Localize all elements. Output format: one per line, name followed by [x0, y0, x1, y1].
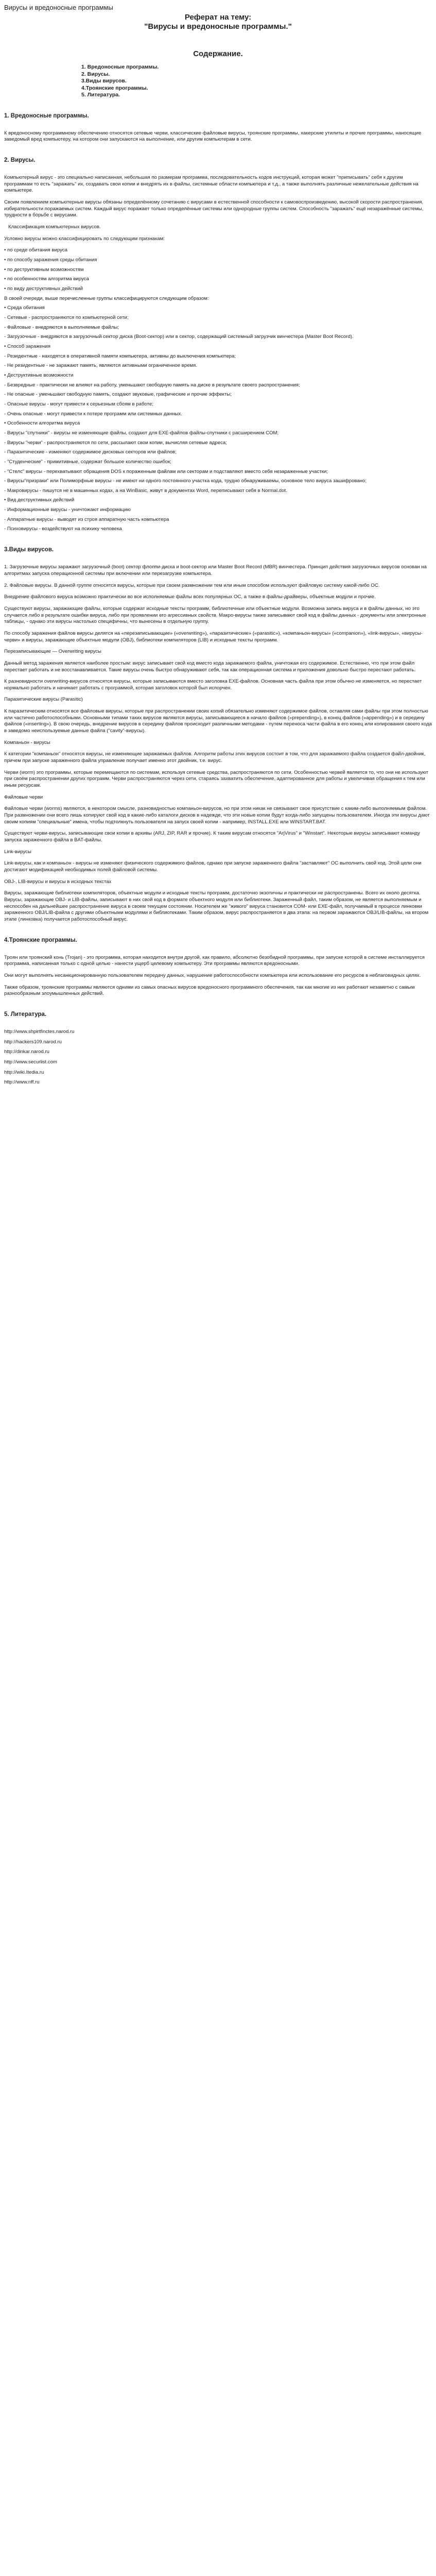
- toc-title: Содержание.: [193, 49, 243, 58]
- classification-line: - Не опасные - уменьшают свободную память, создают звуковые, графические и прочие эффекты;: [4, 392, 232, 398]
- classification-line: • Способ заражения: [4, 343, 50, 349]
- section-heading-viruses: 2. Вирусы.: [4, 157, 36, 163]
- virus-types-body: [4, 564, 432, 923]
- paragraph: 2. Файловые вирусы. В данной группе относятся вирусы, которые при своем размножении тем или иным способом используют файловую систему какой-либо ОС.: [4, 582, 380, 588]
- classification-line: • Вид деструктивных действий: [4, 497, 75, 503]
- classification-line: - Вирусы"призраки" или Полиморфные вирусы - не имеют ни одного постоянного участка кода, трудно обнаруживаемы, основное тело вируса зашифровано;: [4, 478, 367, 484]
- paragraph: Link-вирусы, как и компаньон - вирусы не изменяют физического содержимого файлов, однако при запуске зараженного файла "заставляют" ОС выполнить свой код. Этой цели они достигают модификацией необходимых полей файловой системы.: [4, 860, 422, 873]
- reference-link: http://wiki.Itedia.ru: [4, 1069, 44, 1075]
- classification-line: • по деструктивным возможностям: [4, 266, 84, 273]
- classification-line: - Опасные вирусы - могут привести к серьезным сбоям в работе;: [4, 401, 153, 407]
- classification-line: - Аппаратные вирусы - выводят из строя аппаратную часть компьютера: [4, 516, 169, 522]
- essay-title-line-2: "Вирусы и вредоносные программы.": [144, 22, 292, 31]
- toc-item: 2. Вирусы.: [81, 71, 110, 77]
- classification-line: • Деструктивные возможности: [4, 372, 74, 378]
- table-of-contents: [4, 49, 432, 99]
- section-heading-virus-types: 3.Виды вирусов.: [4, 547, 54, 553]
- reference-list: [4, 1029, 432, 1086]
- classification-line: - Вирусы "черви" - распространяются по сети, рассылают свои копии, вычисляя сетевые адреса;: [4, 439, 227, 446]
- section-heading-literature: 5. Литература.: [4, 1011, 47, 1018]
- paragraph: Вирусы, заражающие библиотеки компиляторов, объектные модули и исходные тексты программ, достаточно экзотичны и практически не распространены. Всего их около десятка. Вирусы, заражающие OBJ- и LIB-файлы, записывают в них свой код в формате объектного модуля или библиотеки. Зараженный файл, таким образом, не является выполняемым и неспособен на дальнейшее распространение вируса в своем текущем состоянии. Носителем же "живого" вируса становится COM- или EXE-файл, получаемый в процессе линковки зараженного OBJ/LIB-файла с другими объектными модулями и библиотеками. Таким образом, вирус распространяется в два этапа: на первом заражаются OBJ/LIB-файлы, на втором этапе (линковка) получается работоспособный вирус.: [4, 890, 429, 922]
- classification-line: - Вирусы "спутники" - вирусы не изменяющие файлы, создают для EXE-файлов файлы-спутники с расширением COM;: [4, 430, 279, 436]
- paragraph: Существуют вирусы, заражающие файлы, которые содержат исходные тексты программ, библиотечные или объектные модули. Возможна запись вируса и в файлы данных, но это случается либо в результате ошибки вируса, либо при проявлении его агрессивных свойств. Макро-вирусы также записывают свой код в файлы данных - документы или электронные таблицы, - однако эти вирусы настолько специфичны, что вынесены в отдельную группу.: [4, 605, 426, 625]
- toc-item: 4.Троянские программы.: [81, 84, 148, 91]
- classification-line: - Не резидентные - не заражают память, являются активными ограниченное время.: [4, 363, 197, 369]
- document-page: [0, 0, 436, 1100]
- paragraph: Черви (worm) это программы, которые перемещаются по системам, используя сетевые средства, распространяются по сети. Особенностью червей является то, что они не используют при своём распространении других программ. Черви распространяются через сети, стараясь захватить обеспечение, адаптированное для работы и увеличивая обращения к тем или иным ресурсам.: [4, 769, 429, 789]
- paragraph: Данный метод заражения является наиболее простым: вирус записывает свой код вместо кода заражаемого файла, уничтожая его содержимое. Естественно, что при этом файл перестает работать и не восстанавливается. Такие вирусы очень быстро обнаруживают себя, так как операционная система и приложения довольно быстро перестают работать.: [4, 660, 415, 673]
- reference-link: http://www.shpirtfinctes.narod.ru: [4, 1029, 75, 1035]
- reference-link: http://dinkar.narod.ru: [4, 1049, 49, 1055]
- classification-line: • по особенностям алгоритма вируса: [4, 276, 89, 282]
- reference-link: http://www.securlist.com: [4, 1059, 57, 1065]
- paragraph: Link-вирусы: [4, 849, 31, 855]
- paragraph: Файловые черви: [4, 794, 43, 800]
- classification-line: - Очень опасные - могут привести к потере программ или системных данных.: [4, 411, 182, 417]
- paragraph: Троян или троянский конь (Trojan) - это программа, которая находится внутри другой, как правило, абсолютно безобидной программы, при запуске которой в системе инсталлируется программа, написанная только с одной целью - нанести ущерб целевому компьютеру. Эти программы являются вредоносными.: [4, 954, 425, 967]
- paragraph: OBJ-, LIB-вирусы и вирусы в исходных текстах: [4, 878, 112, 885]
- paragraph: К вредоносному программному обеспечению относятся сетевые черви, классические файловые вирусы, троянские программы, хакерские утилиты и прочие программы, наносящие заведомый вред компьютеру, на котором они запускаются на выполнение, или другим компьютерам в сети.: [4, 130, 422, 143]
- paragraph: Перезаписывающие — Overwriting вирусы: [4, 649, 101, 655]
- toc-item: 5. Литература.: [81, 92, 120, 98]
- document-header: Вирусы и вредоносные программы: [4, 4, 113, 11]
- toc-list: [4, 64, 432, 98]
- paragraph: Паразитические вирусы (Parasitic): [4, 697, 83, 703]
- paragraph: К паразитическим относятся все файловые вирусы, которые при распространении своих копий обязательно изменяют содержимое файлов, оставляя сами файлы при этом полностью или частично работоспособными. Основными типами таких вирусов являются вирусы, записывающиеся в начало файлов («prepending»), в конец файлов («appending») и в середину файлов («inserting»). В свою очередь, внедрение вирусов в середину файлов происходит различными методами - путем переноса части файла в его конец или копирования своего кода в заведомо неиспользуемые данные файла ("cavity"-вирусы).: [4, 708, 432, 734]
- paragraph: По способу заражения файлов вирусы делятся на «перезаписывающие» («overwriting»), «паразитические» («parasitic»), «компаньон-вирусы» («companion»), «link-вирусы», «вирусы-черви» и вирусы, заражающие объектные модули (OBJ), библиотеки компиляторов (LIB) и исходные тексты программ.: [4, 630, 423, 643]
- paragraph: Своим появлением компьютерные вирусы обязаны определённому сочетанию с вирусами в естественной способности к самовоспроизведению, высокой скорости распространения, избирательности поражаемых систем. Каждый вирус поражает только определённые системы или однородные группы систем. Способность "заражать" ещё незаражённые системы, трудности в борьбе с вирусами.: [4, 199, 424, 218]
- classification-line: В своей очереди, выше перечисленные группы классифицируются следующим образом:: [4, 295, 209, 301]
- section-heading-trojans: 4.Троянские программы.: [4, 937, 77, 943]
- essay-title-line-1: Реферат на тему:: [184, 13, 252, 22]
- paragraph: Внедрение файлового вируса возможно практически во все исполняемые файлы всех популярных ОС, а также в файлы-драйверы, объектные модули и прочие.: [4, 594, 376, 600]
- toc-item: 3.Виды вирусов.: [81, 78, 127, 84]
- paragraph: Компаньон - вирусы: [4, 739, 50, 745]
- trojans-body: [4, 955, 432, 997]
- classification-line: - Информационные вирусы - уничтожают информацию: [4, 507, 131, 513]
- subheading-classification: Классификация компьютерных вирусов.: [8, 224, 101, 230]
- paragraph: К разновидности overwriting-вирусов относятся вирусы, которые записываются вместо заголовка EXE-файлов. Основная часть файла при этом обычно не изменяется, но перестает нормально работать и начинает работать с программой, которая заголовок которой был испорчен.: [4, 679, 422, 691]
- classification-line: - Сетевые - распространяются по компьютерной сети;: [4, 315, 129, 321]
- paragraph: К категории "компаньон" относятся вирусы, не изменяющие заражаемых файлов. Алгоритм работы этих вирусов состоит в том, что для заражаемого файла создается файл-двойник, причем при запуске зараженного файла управление получает именно этот двойник, т.е. вирус.: [4, 751, 426, 764]
- classification-line: - Файловые - внедряются в выполняемые файлы;: [4, 324, 119, 330]
- classification-line: - Загрузочные - внедряются в загрузочный сектор диска (Boot-сектор) или в сектор, содержащий системный загрузчик винчестера (Master Boot Record).: [4, 334, 354, 340]
- toc-item: 1. Вредоносные программы.: [81, 64, 159, 71]
- classification-line: • по виду деструктивных действий: [4, 286, 83, 292]
- classification-line: • Среда обитания: [4, 305, 45, 311]
- classification-line: • по среде обитания вируса: [4, 247, 67, 253]
- paragraph: 1. Загрузочные вирусы заражают загрузочный (boot) сектор флоппи-диска и boot-сектор или Master Boot Record (MBR) винчестера. Принцип действия загрузочных вирусов основан на алгоритмах запуска операционной системы при включении или перезагрузке компьютера.: [4, 564, 427, 577]
- classification-line: - Резидентные - находятся в оперативной памяти компьютера, активны до выключения компьютера;: [4, 353, 236, 359]
- classification-list: [4, 247, 432, 533]
- section-heading-malware: 1. Вредоносные программы.: [4, 112, 89, 119]
- classification-line: - Безвредные - практически не влияют на работу, уменьшают свободную память на диске в результате своего распространения;: [4, 382, 300, 388]
- paragraph: Существуют черви-вирусы, записывающие свои копии в архивы (ARJ, ZIP, RAR и прочие). К таким вирусам относятся "ArjVirus" и "Winstart". Некоторые вирусы записывают команду запуска зараженного файла в BAT-файлы.: [4, 831, 420, 843]
- paragraph: Компьютерный вирус - это специально написанная, небольшая по размерам программа, последовательность кодов инструкций, которая может "приписывать" себя к другим программам то есть "заражать" их, создавать свои копии и внедрять их в файлы, системные области компьютера и т.д., а также выполнять различные нежелательные действия на компьютере.: [4, 175, 418, 194]
- classification-line: • по способу заражения среды обитания: [4, 257, 97, 263]
- classification-line: - Паразитические - изменяют содержимое дисковых секторов или файлов;: [4, 449, 177, 455]
- classification-line: - "Студенческие" - примитивные, содержат большое количество ошибок;: [4, 459, 172, 465]
- classification-line: • Особенности алгоритма вируса: [4, 420, 80, 427]
- reference-link: http://hackers109.narod.ru: [4, 1039, 62, 1045]
- reference-link: http://www.nff.ru: [4, 1079, 40, 1086]
- classification-line: - Макровирусы - пишутся не в машинных кодах, а на WinBasic, живут в документах Word, переписывают себя в Normal.dot.: [4, 487, 287, 494]
- paragraph: Они могут выполнять несанкционированную пользователем передачу данных, нарушение работоспособности компьютера или использование его ресурсов в неблаговидных целях.: [4, 973, 421, 979]
- essay-title: [4, 13, 432, 31]
- paragraph: Файловые черви (worms) являются, в некотором смысле, разновидностью компаньон-вирусов, но при этом никак не связывают свое присутствие с каким-либо выполняемым файлом. При размножении они всего лишь копируют свой код в какие-либо каталоги дисков в надежде, что эти новые копии будут когда-либо запущены пользователем. Иногда эти вирусы дают своим копиям "специальные" имена, чтобы подтолкнуть пользователя на запуск своей копии - например, INSTALL.EXE или WINSTART.BAT.: [4, 806, 430, 825]
- classification-line: - Психовирусы - воздействуют на психику человека: [4, 526, 122, 532]
- classification-line: - "Стелс" вирусы - перехватывают обращения DOS к пораженным файлам или секторам и подставляют вместо себя незараженные участки;: [4, 468, 328, 474]
- paragraph: Условно вирусы можно классифицировать по следующим признакам:: [4, 235, 165, 242]
- paragraph: Также образом, троянские программы являются одними из самых опасных вирусов вредоносного программного обеспечения, так как многие из них работают незаметно с самым разнообразным злоумышленных действий.: [4, 984, 415, 997]
